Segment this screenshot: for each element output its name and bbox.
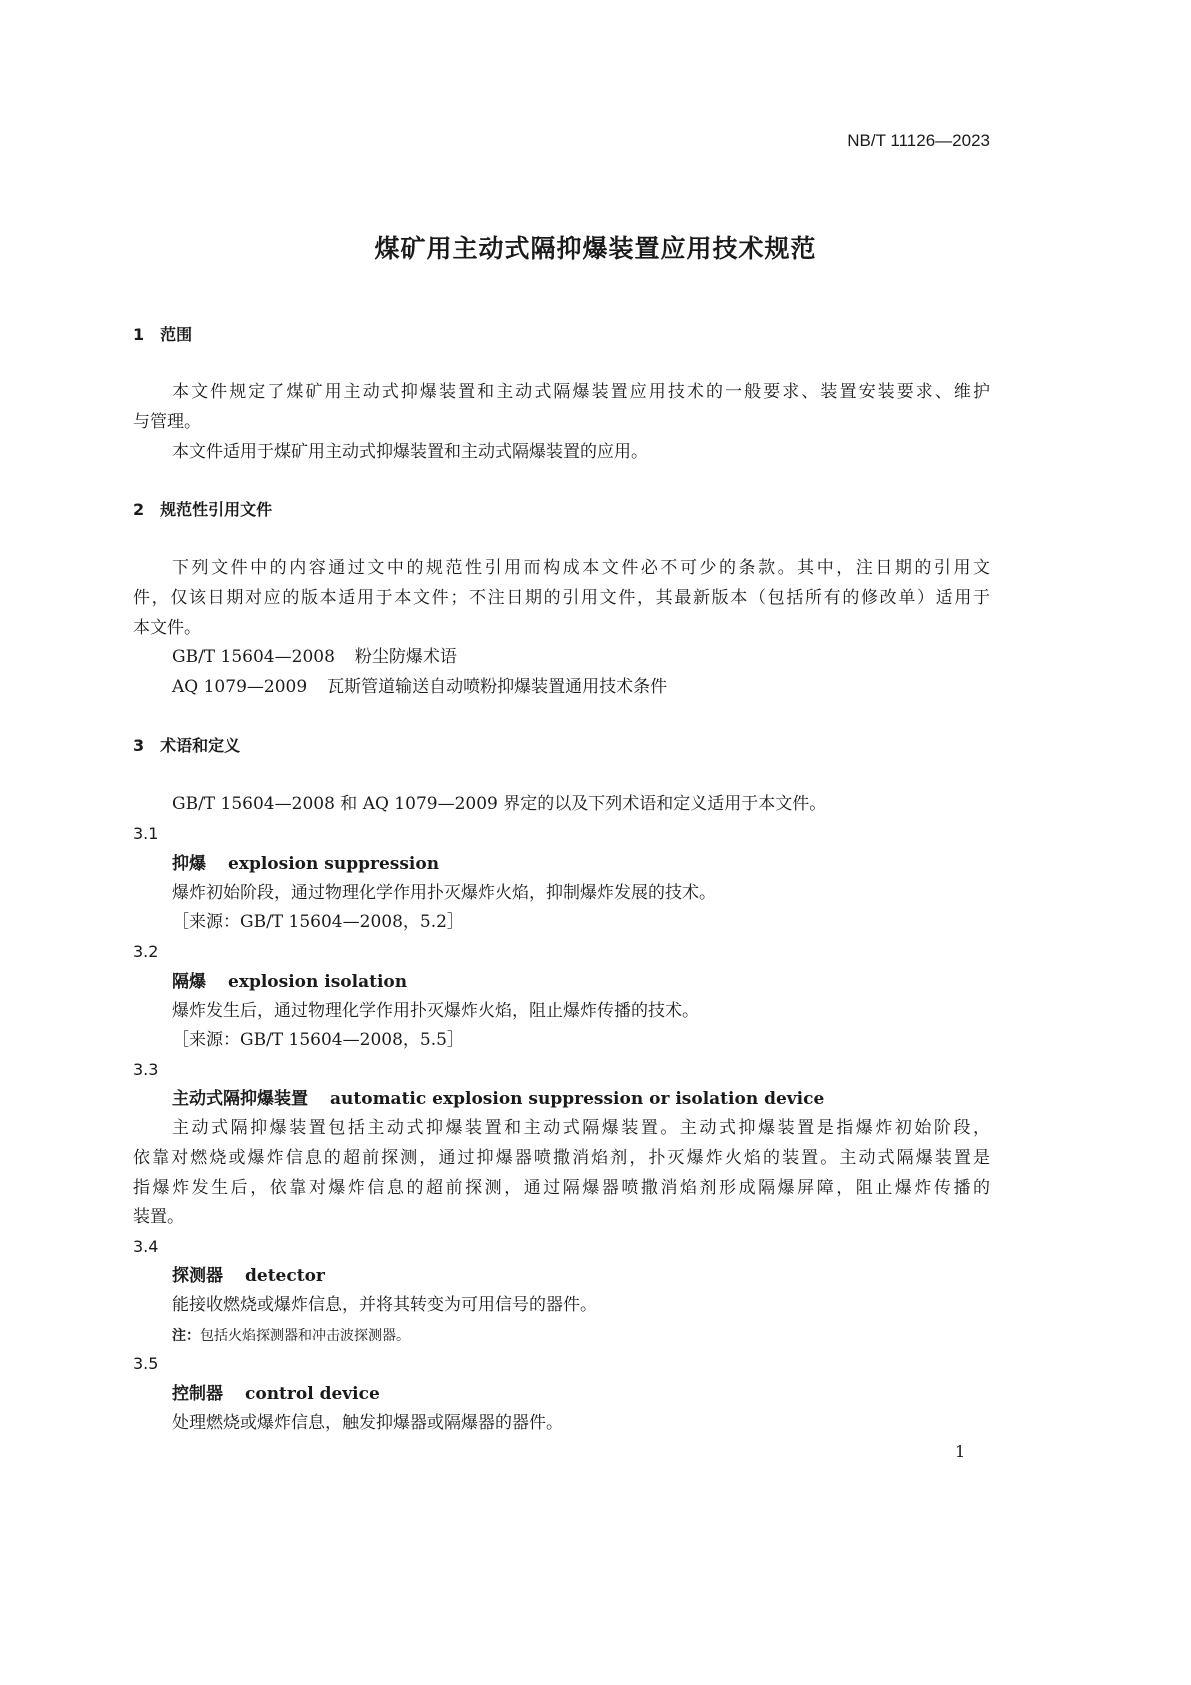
term-definition: 装置。: [133, 1207, 184, 1227]
term-en: detector: [245, 1266, 325, 1286]
term-zh: 主动式隔抑爆装置: [172, 1089, 308, 1109]
paragraph-line: 本文件适用于煤矿用主动式抑爆装置和主动式隔爆装置的应用。: [172, 442, 648, 462]
paragraph-line: 下列文件中的内容通过文中的规范性引用而构成本文件必不可少的条款。其中，注日期的引用文: [172, 558, 990, 578]
term-zh: 控制器: [172, 1384, 223, 1404]
term-title: [172, 853, 990, 875]
term-en: explosion suppression: [228, 854, 440, 874]
term-zh: 探测器: [172, 1266, 223, 1286]
term-zh: 抑爆: [172, 854, 206, 874]
term-definition: 能接收燃烧或爆炸信息，并将其转变为可用信号的器件。: [172, 1295, 597, 1315]
paragraph-line: GB/T 15604—2008 和 AQ 1079—2009 界定的以及下列术语和定义适用于本文件。: [172, 794, 827, 814]
reference-title: 粉尘防爆术语: [354, 647, 457, 667]
term-definition: 爆炸发生后，通过物理化学作用扑灭爆炸火焰，阻止爆炸传播的技术。: [172, 1001, 699, 1021]
paragraph-line: 与管理。: [133, 412, 201, 432]
term-definition: 指爆炸发生后，依靠对爆炸信息的超前探测，通过隔爆器喷撒消焰剂形成隔爆屏障，阻止爆炸传播的: [133, 1178, 990, 1198]
term-number: 3.5: [133, 1354, 159, 1373]
section-heading-scope: 1 范围: [133, 325, 193, 344]
term-definition: 处理燃烧或爆炸信息，触发抑爆器或隔爆器的器件。: [172, 1413, 563, 1433]
term-definition: 依靠对燃烧或爆炸信息的超前探测，通过抑爆器喷撒消焰剂，扑灭爆炸火焰的装置。主动式隔爆装置是: [133, 1148, 990, 1168]
term-number: 3.2: [133, 942, 159, 961]
term-en: explosion isolation: [228, 972, 408, 992]
term-en: control device: [245, 1384, 380, 1404]
standard-number: NB/T 11126—2023: [847, 131, 990, 150]
term-note: [172, 1325, 990, 1347]
section-heading-references: 2 规范性引用文件: [133, 500, 273, 519]
term-title: [172, 1383, 990, 1405]
term-en: automatic explosion suppression or isolation device: [330, 1089, 825, 1109]
term-title: [172, 1088, 990, 1110]
reference-item: [172, 676, 990, 698]
term-zh: 隔爆: [172, 972, 206, 992]
term-source: ［来源：GB/T 15604—2008，5.5］: [172, 1030, 464, 1050]
note-text: 包括火焰探测器和冲击波探测器。: [200, 1328, 410, 1344]
section-heading-terms: 3 术语和定义: [133, 736, 241, 755]
term-number: 3.1: [133, 824, 159, 843]
term-title: [172, 1265, 990, 1287]
term-number: 3.3: [133, 1060, 159, 1079]
term-number: 3.4: [133, 1237, 159, 1256]
paragraph-line: 本文件规定了煤矿用主动式抑爆装置和主动式隔爆装置应用技术的一般要求、装置安装要求、维护: [172, 382, 990, 402]
reference-code: GB/T 15604—2008: [172, 647, 335, 667]
paragraph-line: 本文件。: [133, 618, 201, 638]
reference-item: [172, 646, 990, 668]
term-source: ［来源：GB/T 15604—2008，5.2］: [172, 912, 464, 932]
note-label: 注：: [172, 1328, 200, 1344]
paragraph-line: 件，仅该日期对应的版本适用于本文件；不注日期的引用文件，其最新版本（包括所有的修改单）适用于: [133, 588, 990, 608]
term-definition: 爆炸初始阶段，通过物理化学作用扑灭爆炸火焰，抑制爆炸发展的技术。: [172, 883, 716, 903]
term-title: [172, 971, 990, 993]
term-definition: 主动式隔抑爆装置包括主动式抑爆装置和主动式隔爆装置。主动式抑爆装置是指爆炸初始阶段，: [172, 1118, 990, 1138]
reference-code: AQ 1079—2009: [172, 677, 308, 697]
page-number: 1: [955, 1442, 966, 1461]
reference-title: 瓦斯管道输送自动喷粉抑爆装置通用技术条件: [327, 677, 668, 697]
document-title: 煤矿用主动式隔抑爆装置应用技术规范: [374, 234, 817, 263]
